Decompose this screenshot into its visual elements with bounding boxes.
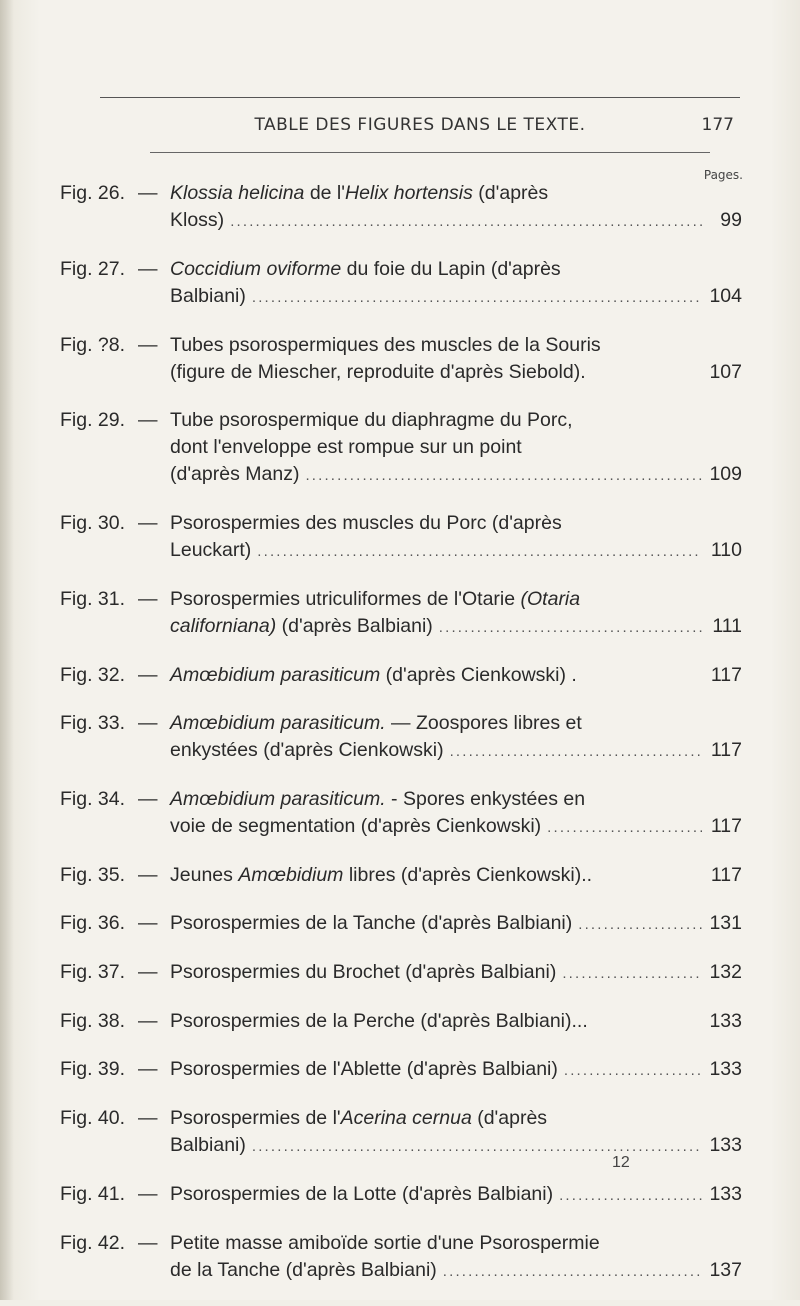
caption-segment: libres (d'après Cienkowski).. (343, 864, 593, 886)
caption-segment: enkystées (d'après Cienkowski) (170, 739, 444, 761)
figure-caption-text (170, 813, 541, 840)
entry-first-line (60, 586, 742, 613)
figure-caption-text (170, 586, 580, 613)
caption-segment: Kloss) (170, 209, 225, 231)
caption-italic-segment: Klossia helicina (170, 182, 305, 204)
caption-segment: Tube psorospermique du diaphragme du Porc, (170, 409, 573, 431)
entry-first-line (60, 1230, 742, 1257)
entry-first-line (60, 1056, 742, 1084)
caption-segment: Psorospermies de l'Ablette (d'après Balbiani) (170, 1058, 558, 1080)
figure-caption-text (170, 1181, 553, 1208)
caption-italic-segment: Amœbidium (238, 864, 344, 886)
entry-first-line (60, 1181, 742, 1209)
figure-number: Fig. 33. (60, 712, 126, 734)
figure-caption-text (170, 359, 586, 386)
figure-entry (60, 180, 742, 235)
figure-caption-text (170, 613, 433, 640)
page-reference: 137 (709, 1259, 742, 1281)
dot-leader (562, 960, 702, 987)
caption-segment: dont l'enveloppe est rompue sur un point (170, 436, 522, 458)
caption-segment: Leuckart) (170, 539, 252, 561)
em-dash: — (138, 588, 158, 610)
em-dash: — (138, 961, 158, 983)
entry-continuation-line (60, 1132, 742, 1160)
header-title: TABLE DES FIGURES DANS LE TEXTE. (254, 115, 586, 135)
figure-entry (60, 1230, 742, 1285)
figure-number: Fig. 37. (60, 961, 126, 983)
entry-first-line (60, 256, 742, 283)
em-dash: — (138, 788, 158, 810)
entry-first-line (60, 510, 742, 537)
figure-number: Fig. 27. (60, 258, 126, 280)
figure-entry (60, 662, 742, 689)
caption-italic-segment: (Otaria (520, 588, 581, 610)
caption-segment: Jeunes (170, 864, 239, 886)
figure-number: Fig. 30. (60, 512, 126, 534)
page-reference: 117 (710, 815, 742, 837)
dot-leader (305, 462, 702, 489)
caption-segment: Psorospermies de l' (170, 1107, 341, 1129)
figure-caption-text (170, 1056, 558, 1083)
figure-caption-text (170, 537, 251, 564)
em-dash: — (138, 1058, 158, 1080)
figure-number: Fig. 38. (60, 1010, 126, 1032)
entry-continuation-line (60, 434, 742, 461)
figure-entry (60, 1056, 742, 1084)
figure-number: Fig. ?8. (60, 334, 126, 356)
figure-entry (60, 710, 742, 765)
page-reference: 109 (709, 463, 742, 485)
top-rule (100, 97, 740, 98)
figure-entry (60, 332, 742, 386)
running-header (100, 115, 740, 139)
entry-continuation-line (60, 613, 742, 641)
figure-caption-text (170, 959, 556, 986)
caption-italic-segment: Amœbidium parasiticum. (170, 712, 386, 734)
figure-number: Fig. 36. (60, 912, 126, 934)
em-dash: — (138, 512, 158, 534)
figure-number: Fig. 26. (60, 182, 126, 204)
em-dash: — (138, 664, 158, 686)
caption-italic-segment: californiana) (170, 615, 277, 637)
dot-leader (230, 208, 702, 235)
caption-segment: Tubes psorospermiques des muscles de la Souris (170, 334, 601, 356)
figure-caption-text (170, 1257, 437, 1284)
dot-leader (252, 1133, 702, 1160)
caption-segment: (d'après Cienkowski) . (380, 664, 577, 686)
caption-segment: (d'après (471, 1107, 548, 1129)
em-dash: — (138, 334, 158, 356)
entry-first-line (60, 1105, 742, 1132)
caption-segment: Petite masse amiboïde sortie d'une Psorospermie (170, 1232, 600, 1254)
caption-segment: de la Tanche (d'après Balbiani) (170, 1259, 437, 1281)
entry-continuation-line (60, 737, 742, 765)
page-reference: 104 (709, 285, 742, 307)
caption-italic-segment: Amœbidium parasiticum. (170, 788, 386, 810)
figure-caption-text (170, 662, 577, 689)
page-reference: 133 (709, 1010, 742, 1032)
figure-number: Fig. 42. (60, 1232, 126, 1254)
em-dash: — (138, 912, 158, 934)
figure-entry (60, 1008, 742, 1035)
entry-continuation-line (60, 1257, 742, 1285)
figure-entry (60, 256, 742, 311)
figure-caption-text (170, 180, 548, 207)
header-rule (150, 152, 710, 153)
entry-first-line (60, 662, 742, 689)
entry-first-line (60, 407, 742, 434)
caption-segment: (d'après Balbiani) (276, 615, 433, 637)
em-dash: — (138, 258, 158, 280)
caption-segment: (d'après Manz) (170, 463, 300, 485)
dot-leader (578, 911, 702, 938)
figure-caption-text (170, 910, 572, 937)
figure-caption-text (170, 1105, 547, 1132)
page-reference: 133 (709, 1134, 742, 1156)
caption-segment: voie de segmentation (d'après Cienkowski) (170, 815, 542, 837)
figure-number: Fig. 29. (60, 409, 126, 431)
figure-number: Fig. 40. (60, 1107, 126, 1129)
entry-first-line (60, 862, 742, 889)
page-reference: 132 (709, 961, 742, 983)
dot-leader (547, 814, 702, 841)
em-dash: — (138, 1183, 158, 1205)
caption-italic-segment: Coccidium oviforme (170, 258, 342, 280)
figure-caption-text (170, 407, 573, 434)
figure-caption-text (170, 207, 224, 234)
caption-segment: Psorospermies du Brochet (d'après Balbiani) (170, 961, 557, 983)
figure-number: Fig. 39. (60, 1058, 126, 1080)
dot-leader (443, 1258, 702, 1285)
em-dash: — (138, 1232, 158, 1254)
em-dash: — (138, 712, 158, 734)
caption-segment: (figure de Miescher, reproduite d'après Siebold). (170, 361, 586, 383)
figure-entry (60, 862, 742, 889)
figure-entry (60, 510, 742, 565)
figure-entry (60, 1181, 742, 1209)
dot-leader (559, 1182, 702, 1209)
caption-segment: - Spores enkystées en (385, 788, 586, 810)
entry-continuation-line (60, 537, 742, 565)
figure-caption-text (170, 1008, 588, 1035)
entry-first-line (60, 180, 742, 207)
figure-entry (60, 959, 742, 987)
entry-continuation-line (60, 283, 742, 311)
dot-leader (450, 738, 702, 765)
page-reference: 117 (710, 864, 742, 886)
figure-caption-text (170, 461, 299, 488)
figure-entry (60, 1105, 742, 1160)
em-dash: — (138, 182, 158, 204)
figure-entry (60, 407, 742, 489)
figure-caption-text (170, 786, 585, 813)
page-reference: 117 (710, 739, 742, 761)
page-reference: 133 (709, 1058, 742, 1080)
figure-number: Fig. 31. (60, 588, 126, 610)
figure-entry (60, 786, 742, 841)
entry-first-line (60, 332, 742, 359)
caption-italic-segment: Acerina cernua (340, 1107, 472, 1129)
page-reference: 110 (710, 539, 742, 561)
page-reference: 111 (712, 615, 742, 637)
caption-segment: — Zoospores libres et (385, 712, 582, 734)
figure-number: Fig. 34. (60, 788, 126, 810)
figure-number: Fig. 41. (60, 1183, 126, 1205)
figure-number: Fig. 35. (60, 864, 126, 886)
page-reference: 131 (709, 912, 742, 934)
figure-caption-text (170, 710, 582, 737)
em-dash: — (138, 864, 158, 886)
figure-caption-text (170, 256, 561, 283)
em-dash: — (138, 409, 158, 431)
figure-caption-text (170, 737, 444, 764)
caption-segment: du foie du Lapin (d'après (341, 258, 561, 280)
caption-segment: Psorospermies de la Perche (d'après Balbiani)... (170, 1010, 588, 1032)
entry-continuation-line (60, 813, 742, 841)
entry-first-line (60, 1008, 742, 1035)
figure-number: Fig. 32. (60, 664, 126, 686)
figure-caption-text (170, 1132, 246, 1159)
figure-entry (60, 586, 742, 641)
caption-segment: de l' (304, 182, 345, 204)
caption-segment: Psorospermies utriculiformes de l'Otarie (170, 588, 521, 610)
page-reference: 133 (709, 1183, 742, 1205)
caption-segment: (d'après (472, 182, 549, 204)
entry-continuation-line (60, 461, 742, 489)
figure-caption-text (170, 510, 562, 537)
page-reference: 117 (710, 664, 742, 686)
dot-leader (439, 614, 702, 641)
figure-list (60, 180, 742, 1306)
page-reference: 99 (720, 209, 742, 231)
em-dash: — (138, 1010, 158, 1032)
entry-first-line (60, 959, 742, 987)
caption-segment: Psorospermies de la Tanche (d'après Balbiani) (170, 912, 573, 934)
em-dash: — (138, 1107, 158, 1129)
pages-column-label: Pages. (703, 168, 743, 182)
header-page-number: 177 (701, 115, 734, 135)
entry-first-line (60, 910, 742, 938)
binding-shadow (0, 0, 14, 1300)
figure-caption-text (170, 1230, 600, 1257)
figure-caption-text (170, 332, 601, 359)
entry-continuation-line (60, 207, 742, 235)
caption-segment: Psorospermies de la Lotte (d'après Balbiani) (170, 1183, 554, 1205)
caption-italic-segment: Amœbidium parasiticum (170, 664, 381, 686)
caption-segment: Balbiani) (170, 285, 246, 307)
entry-first-line (60, 786, 742, 813)
page-reference: 107 (709, 361, 742, 383)
caption-italic-segment: Helix hortensis (345, 182, 473, 204)
figure-entry (60, 910, 742, 938)
signature-mark: 12 (612, 1154, 630, 1171)
figure-caption-text (170, 862, 592, 889)
caption-segment: Psorospermies des muscles du Porc (d'après (170, 512, 562, 534)
figure-caption-text (170, 283, 246, 310)
entry-continuation-line (60, 359, 742, 386)
dot-leader (257, 538, 702, 565)
caption-segment: Balbiani) (170, 1134, 246, 1156)
entry-first-line (60, 710, 742, 737)
figure-caption-text (170, 434, 522, 461)
dot-leader (564, 1057, 702, 1084)
dot-leader (252, 284, 702, 311)
